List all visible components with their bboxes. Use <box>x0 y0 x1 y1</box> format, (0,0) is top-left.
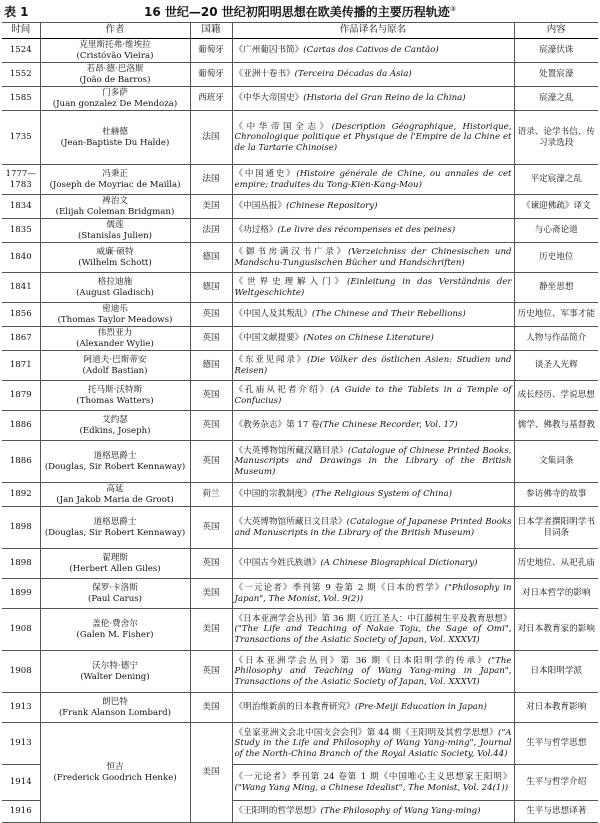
work-cell <box>232 765 514 801</box>
author-name-cn: 翟理斯 <box>102 553 128 564</box>
table-body <box>2 39 598 823</box>
work-title-cn: 《中华帝国全志》 <box>234 121 332 132</box>
work-cell <box>232 579 514 609</box>
content-cell: 处置宸濠 <box>514 63 598 87</box>
table-row <box>2 579 598 609</box>
author-name-cn: 沃尔特·德宁 <box>92 661 138 672</box>
author-name-cn: 冯秉正 <box>102 169 128 180</box>
author-name-orig: (Douglas, Sir Robert Kennaway) <box>44 527 186 538</box>
work-title-orig: ("The Philosophy and Teaching of Wang Yang-ming in Japan", Transactions of the Asiatic Society of Japan, Vol. XXXVI) <box>234 655 512 687</box>
author-cell <box>40 303 190 327</box>
table-row <box>2 441 598 483</box>
author-cell <box>40 327 190 351</box>
header-country: 国籍 <box>190 23 232 39</box>
work-title-cn: 《日本亚洲学会丛刊》第 36 期《日本阳明学的传承》 <box>234 655 488 666</box>
country-cell: 德国 <box>190 273 232 303</box>
country-cell: 英国 <box>190 651 232 693</box>
time-cell: 1898 <box>2 507 40 549</box>
work-title-cn: 《一元论者》季刊第 24 卷第 1 期《中国唯心主义思想家王阳明》 <box>234 772 512 783</box>
work-cell <box>232 39 514 63</box>
header-time: 时间 <box>2 23 40 39</box>
work-cell <box>232 243 514 273</box>
table-row <box>2 723 598 765</box>
author-cell <box>40 273 190 303</box>
author-name-orig: (Cristóvão Vieira) <box>76 50 154 61</box>
country-cell: 法国 <box>190 165 232 195</box>
author-name-cn: 道格思爵士 <box>93 517 137 528</box>
author-cell <box>40 723 190 823</box>
table-row <box>2 381 598 411</box>
author-name-cn: 密迪乐 <box>102 304 128 315</box>
content-cell: 成长经历、学说思想 <box>514 381 598 411</box>
table-row <box>2 549 598 579</box>
table-row <box>2 327 598 351</box>
work-cell <box>232 273 514 303</box>
author-cell <box>40 609 190 651</box>
table-row <box>2 243 598 273</box>
work-title-cn: 《中国丛报》 <box>234 201 287 212</box>
table-row <box>2 507 598 549</box>
author-name-cn: 若昂·德·巴洛斯 <box>86 64 144 75</box>
table-row <box>2 195 598 219</box>
time-cell: 1899 <box>2 579 40 609</box>
work-title-orig: (A Chinese Biographical Dictionary) <box>320 558 478 569</box>
table-row <box>2 609 598 651</box>
country-cell: 荷兰 <box>190 483 232 507</box>
author-name-orig: (Jan Jakob Maria de Groot) <box>56 494 174 505</box>
work-title-cn: 《东亚见闻录》 <box>234 355 307 366</box>
author-name-orig: (Adolf Bastian) <box>82 365 148 376</box>
time-cell: 1835 <box>2 219 40 243</box>
author-cell <box>40 381 190 411</box>
author-name-orig: (Galen M. Fisher) <box>76 629 154 640</box>
table-row <box>2 219 598 243</box>
work-title-orig: (Description Géographique, Historique, Chronologique politique et Physique de l'Empire de la Chine et de la Tartarie Chinoise) <box>234 121 512 153</box>
author-name-orig: (Herbert Allen Giles) <box>69 563 161 574</box>
table-row <box>2 693 598 723</box>
table-row <box>2 351 598 381</box>
author-name-orig: (Paul Carus) <box>88 593 142 604</box>
work-title-orig: ("A Study in the Life and Philosophy of Wang Yang-ming", Journal of the North-China Branch of the Royal Asiatic Society, Vol.44) <box>234 727 512 759</box>
work-title-cn: 《功过格》 <box>234 225 278 236</box>
work-title-orig: (Histoire générale de Chine, ou annales de cet empire; traduites du Tong-Kien-Kang-Mou) <box>234 169 512 190</box>
work-cell <box>232 549 514 579</box>
content-cell: 静坐思想 <box>514 273 598 303</box>
work-cell <box>232 195 514 219</box>
country-cell: 英国 <box>190 411 232 441</box>
content-cell: 语录、论学书信、传习录选段 <box>514 111 598 165</box>
work-title-cn: 《大英博物馆所藏汉籍目录》 <box>234 445 348 456</box>
content-cell: 对日本教育家的影响 <box>514 609 598 651</box>
time-cell: 1908 <box>2 609 40 651</box>
content-cell: 生平与哲学思想 <box>514 723 598 765</box>
content-cell: 历史地位 <box>514 243 598 273</box>
author-name-cn: 门多萨 <box>102 88 128 99</box>
time-cell: 1856 <box>2 303 40 327</box>
time-cell: 1841 <box>2 273 40 303</box>
content-cell: 文集词条 <box>514 441 598 483</box>
work-cell <box>232 87 514 111</box>
table-row <box>2 39 598 63</box>
table-row <box>2 411 598 441</box>
content-cell: 谈圣人光辉 <box>514 351 598 381</box>
author-name-orig: (Wilhelm Schott) <box>78 257 152 268</box>
country-cell: 葡萄牙 <box>190 63 232 87</box>
author-name-cn: 裨治文 <box>102 196 128 207</box>
author-name-orig: (Edkins, Joseph) <box>79 425 151 436</box>
time-cell: 1908 <box>2 651 40 693</box>
author-name-orig: (João de Barros) <box>79 74 151 85</box>
time-cell: 1898 <box>2 549 40 579</box>
content-cell: 宸濠之乱 <box>514 87 598 111</box>
time-cell: 1913 <box>2 723 40 765</box>
table-row <box>2 273 598 303</box>
country-cell: 法国 <box>190 219 232 243</box>
author-name-cn: 保罗·卡洛斯 <box>92 583 138 594</box>
author-cell <box>40 87 190 111</box>
work-title-orig: (Verzeichniss der Chinesischen und Mandschu-Tungusischen Bücher und Handschriften) <box>234 247 512 268</box>
time-cell: 1585 <box>2 87 40 111</box>
author-cell <box>40 411 190 441</box>
work-cell <box>232 165 514 195</box>
country-cell: 英国 <box>190 303 232 327</box>
author-name-cn: 艾约瑟 <box>102 415 128 426</box>
author-name-orig: (August Gladisch) <box>76 287 154 298</box>
work-title-cn: 《中华大帝国史》 <box>234 93 304 104</box>
author-name-cn: 威廉·硕特 <box>96 247 134 258</box>
table-row <box>2 87 598 111</box>
work-title-orig: (Cartas dos Cativos de Cantão) <box>303 45 439 56</box>
author-cell <box>40 579 190 609</box>
author-name-cn: 伟烈亚力 <box>97 328 133 339</box>
work-cell <box>232 651 514 693</box>
content-cell: 儒学、佛教与基督教 <box>514 411 598 441</box>
author-cell <box>40 351 190 381</box>
work-title-cn: 《中国文献提要》 <box>234 333 304 344</box>
author-cell <box>40 693 190 723</box>
work-cell <box>232 111 514 165</box>
country-cell: 英国 <box>190 549 232 579</box>
work-title-cn: 《中国古今姓氏族谱》 <box>234 558 321 569</box>
time-cell: 1524 <box>2 39 40 63</box>
content-cell: 对日本教育影响 <box>514 693 598 723</box>
header-work: 作品译名与原名 <box>232 23 514 39</box>
country-cell: 葡萄牙 <box>190 39 232 63</box>
work-cell <box>232 693 514 723</box>
country-cell: 西班牙 <box>190 87 232 111</box>
work-cell <box>232 327 514 351</box>
table-row <box>2 651 598 693</box>
content-cell: 对日本哲学的影响 <box>514 579 598 609</box>
work-title-orig: ("Philosophy in Japan", The Monist, Vol. 9(2)) <box>234 583 512 604</box>
work-title-cn: 《御书房满汉书广录》 <box>234 247 348 258</box>
author-name-cn: 格拉迪施 <box>97 277 133 288</box>
author-name-cn: 杜赫德 <box>102 127 128 138</box>
country-cell: 法国 <box>190 111 232 165</box>
content-cell: 日本阳明学派 <box>514 651 598 693</box>
work-title-cn: 《中国通史》 <box>234 169 297 180</box>
author-cell <box>40 195 190 219</box>
time-cell: 1914 <box>2 765 40 801</box>
work-cell <box>232 441 514 483</box>
work-title-orig: (The Religious System of China) <box>311 489 452 500</box>
work-title-cn: 《皇家亚洲文会北中国支会会刊》第 44 期《王阳明及其哲学思想》 <box>234 727 498 738</box>
author-name-cn: 托马斯·沃特斯 <box>87 385 143 396</box>
table-title-wrap <box>0 3 600 20</box>
content-cell: 人物与作品简介 <box>514 327 598 351</box>
country-cell: 美国 <box>190 195 232 219</box>
country-cell: 德国 <box>190 351 232 381</box>
header-row <box>2 23 598 39</box>
author-cell <box>40 63 190 87</box>
author-cell <box>40 219 190 243</box>
work-title-cn: 《中国人及其叛乱》 <box>234 309 312 320</box>
work-cell <box>232 219 514 243</box>
work-title-cn: 《孔庙从祀者介绍》 <box>234 385 331 396</box>
work-title-cn: 《日本亚洲学会丛刊》第 36 期《近江圣人：中江藤树生平及教育思想》 <box>234 613 512 624</box>
work-title-cn: 《广州葡囚书简》 <box>234 45 304 56</box>
author-name-orig: (Jean-Baptiste Du Halde) <box>60 137 170 148</box>
work-title-orig: (The Philosophy of Wang Yang-ming) <box>320 806 481 817</box>
work-title-orig: (Le livre des récompenses et des peines) <box>277 225 456 236</box>
author-name-orig: (Juan gonzalez De Mendoza) <box>52 98 178 109</box>
work-cell <box>232 609 514 651</box>
time-cell: 1834 <box>2 195 40 219</box>
work-title-orig: (A Guide to the Tablets in a Temple of Confucius) <box>234 385 512 406</box>
header-content: 内容 <box>514 23 598 39</box>
work-title-cn: 《亚洲十卷书》 <box>234 69 295 80</box>
work-title-cn: 《教务杂志》第 17 卷 <box>234 420 320 431</box>
work-title-orig: (The Chinese Recorder, Vol. 17) <box>319 420 458 431</box>
author-cell <box>40 549 190 579</box>
author-cell <box>40 111 190 165</box>
time-cell: 1871 <box>2 351 40 381</box>
author-name-cn: 盖伦·费舍尔 <box>92 619 138 630</box>
time-cell: 1867 <box>2 327 40 351</box>
author-name-orig: (Stanislas Julien) <box>78 230 152 241</box>
content-cell: 生平与哲学介绍 <box>514 765 598 801</box>
time-cell: 1879 <box>2 381 40 411</box>
work-title-orig: (Die Völker des östlichen Asien: Studien und Reisen) <box>234 355 512 376</box>
content-cell: 日本学者撰阳明学书目词条 <box>514 507 598 549</box>
work-title-orig: (Pre-Meiji Education in Japan) <box>354 702 487 713</box>
author-name-orig: (Frank Alanson Lombard) <box>58 707 172 718</box>
work-title-cn: 《中国的宗教制度》 <box>234 489 312 500</box>
work-title-orig: (Einleitung in das Verständnis der Weltgeschichte) <box>234 277 512 298</box>
content-cell: 《谏迎佛疏》译文 <box>514 195 598 219</box>
history-table <box>2 22 598 823</box>
footnote-mark: ③ <box>449 5 457 13</box>
table-row <box>2 483 598 507</box>
author-cell <box>40 165 190 195</box>
time-cell: 1552 <box>2 63 40 87</box>
work-title-cn: 《明治维新前的日本教育研究》 <box>234 702 355 713</box>
time-cell: 1886 <box>2 411 40 441</box>
time-cell: 1913 <box>2 693 40 723</box>
table-caption <box>0 0 600 20</box>
time-cell: 1777—1783 <box>2 165 40 195</box>
author-name-orig: (Joseph de Moyriac de Mailla) <box>49 179 181 190</box>
author-name-orig: (Douglas, Sir Robert Kennaway) <box>44 461 186 472</box>
content-cell: 历史地位、军事才能 <box>514 303 598 327</box>
work-title-orig: (Notes on Chinese Literature) <box>303 333 434 344</box>
country-cell: 英国 <box>190 507 232 549</box>
work-title-cn: 《王阳明的哲学思想》 <box>234 806 321 817</box>
author-name-cn: 高延 <box>106 484 124 495</box>
author-name-cn: 朗巴特 <box>102 697 128 708</box>
work-cell <box>232 801 514 823</box>
country-cell: 美国 <box>190 609 232 651</box>
author-cell <box>40 441 190 483</box>
work-cell <box>232 723 514 765</box>
work-cell <box>232 507 514 549</box>
author-name-cn: 阿道夫·巴斯蒂安 <box>83 355 147 366</box>
table-row <box>2 63 598 87</box>
work-cell <box>232 381 514 411</box>
author-cell <box>40 507 190 549</box>
content-cell: 平定宸濠之乱 <box>514 165 598 195</box>
author-name-orig: (Thomas Watters) <box>76 395 154 406</box>
country-cell: 美国 <box>190 723 232 823</box>
author-name-cn: 儒莲 <box>106 220 124 231</box>
author-name-orig: (Thomas Taylor Meadows) <box>57 314 173 325</box>
author-name-cn: 克里斯托弗·维埃拉 <box>79 40 151 51</box>
country-cell: 美国 <box>190 693 232 723</box>
author-name-cn: 道格思爵士 <box>93 451 137 462</box>
author-name-orig: (Elijah Coleman Bridgman) <box>55 206 175 217</box>
time-cell: 1892 <box>2 483 40 507</box>
country-cell: 英国 <box>190 441 232 483</box>
author-cell <box>40 651 190 693</box>
work-title-orig: ("Wang Yang Ming, a Chinese Idealist", The Monist, Vol. 24(1)) <box>234 782 509 793</box>
country-cell: 英国 <box>190 327 232 351</box>
country-cell: 美国 <box>190 579 232 609</box>
author-name-orig: (Alexander Wylie) <box>76 338 154 349</box>
work-title-orig: (Terceira Décadas da Ásia) <box>294 69 412 80</box>
work-title-orig: (Catalogue of Japanese Printed Books and Manuscripts in the Library of the British Museum) <box>234 517 512 538</box>
work-title-cn: 《世界史理解入门》 <box>234 277 348 288</box>
content-cell: 参访佛寺的故事 <box>514 483 598 507</box>
work-cell <box>232 351 514 381</box>
work-title-orig: (Historia del Gran Reino de la China) <box>303 93 466 104</box>
time-cell: 1916 <box>2 801 40 823</box>
work-cell <box>232 483 514 507</box>
work-title-orig: (Catalogue of Chinese Printed Books, Manuscripts and Drawings in the Library of the British Museum) <box>234 445 512 477</box>
table-row <box>2 165 598 195</box>
author-cell <box>40 483 190 507</box>
content-cell: 宸濠伏诛 <box>514 39 598 63</box>
table-row <box>2 303 598 327</box>
content-cell: 历史地位、从祀孔庙 <box>514 549 598 579</box>
work-title-orig: (The Chinese and Their Rebellions) <box>311 309 466 320</box>
author-name-orig: (Walter Dening) <box>80 671 150 682</box>
content-cell: 与心斋论道 <box>514 219 598 243</box>
work-title-cn: 《大英博物馆所藏日文目录》 <box>234 517 347 528</box>
author-name-orig: (Frederick Goodrich Henke) <box>53 772 177 783</box>
country-cell: 德国 <box>190 243 232 273</box>
work-title-orig: (Chinese Repository) <box>286 201 378 212</box>
country-cell: 英国 <box>190 381 232 411</box>
time-cell: 1735 <box>2 111 40 165</box>
time-cell: 1886 <box>2 441 40 483</box>
time-cell: 1840 <box>2 243 40 273</box>
table-number: 表 1 <box>4 5 29 19</box>
content-cell: 生平与思想译著 <box>514 801 598 823</box>
author-cell <box>40 243 190 273</box>
table-title: 16 世纪—20 世纪初阳明思想在欧美传播的主要历程轨迹 <box>143 5 450 19</box>
author-cell <box>40 39 190 63</box>
author-name-cn: 恒吉 <box>106 762 124 773</box>
work-cell <box>232 303 514 327</box>
header-author: 作者 <box>40 23 190 39</box>
work-title-cn: 《一元论者》季刊第 9 卷第 2 期《日本的哲学》 <box>234 583 445 594</box>
table-row <box>2 111 598 165</box>
work-cell <box>232 411 514 441</box>
work-cell <box>232 63 514 87</box>
work-title-orig: ("The Life and Teaching of Nakae Toju, the Sage of Omi", Transactions of the Asiatic Society of Japan, Vol. XXXVI) <box>234 624 512 645</box>
